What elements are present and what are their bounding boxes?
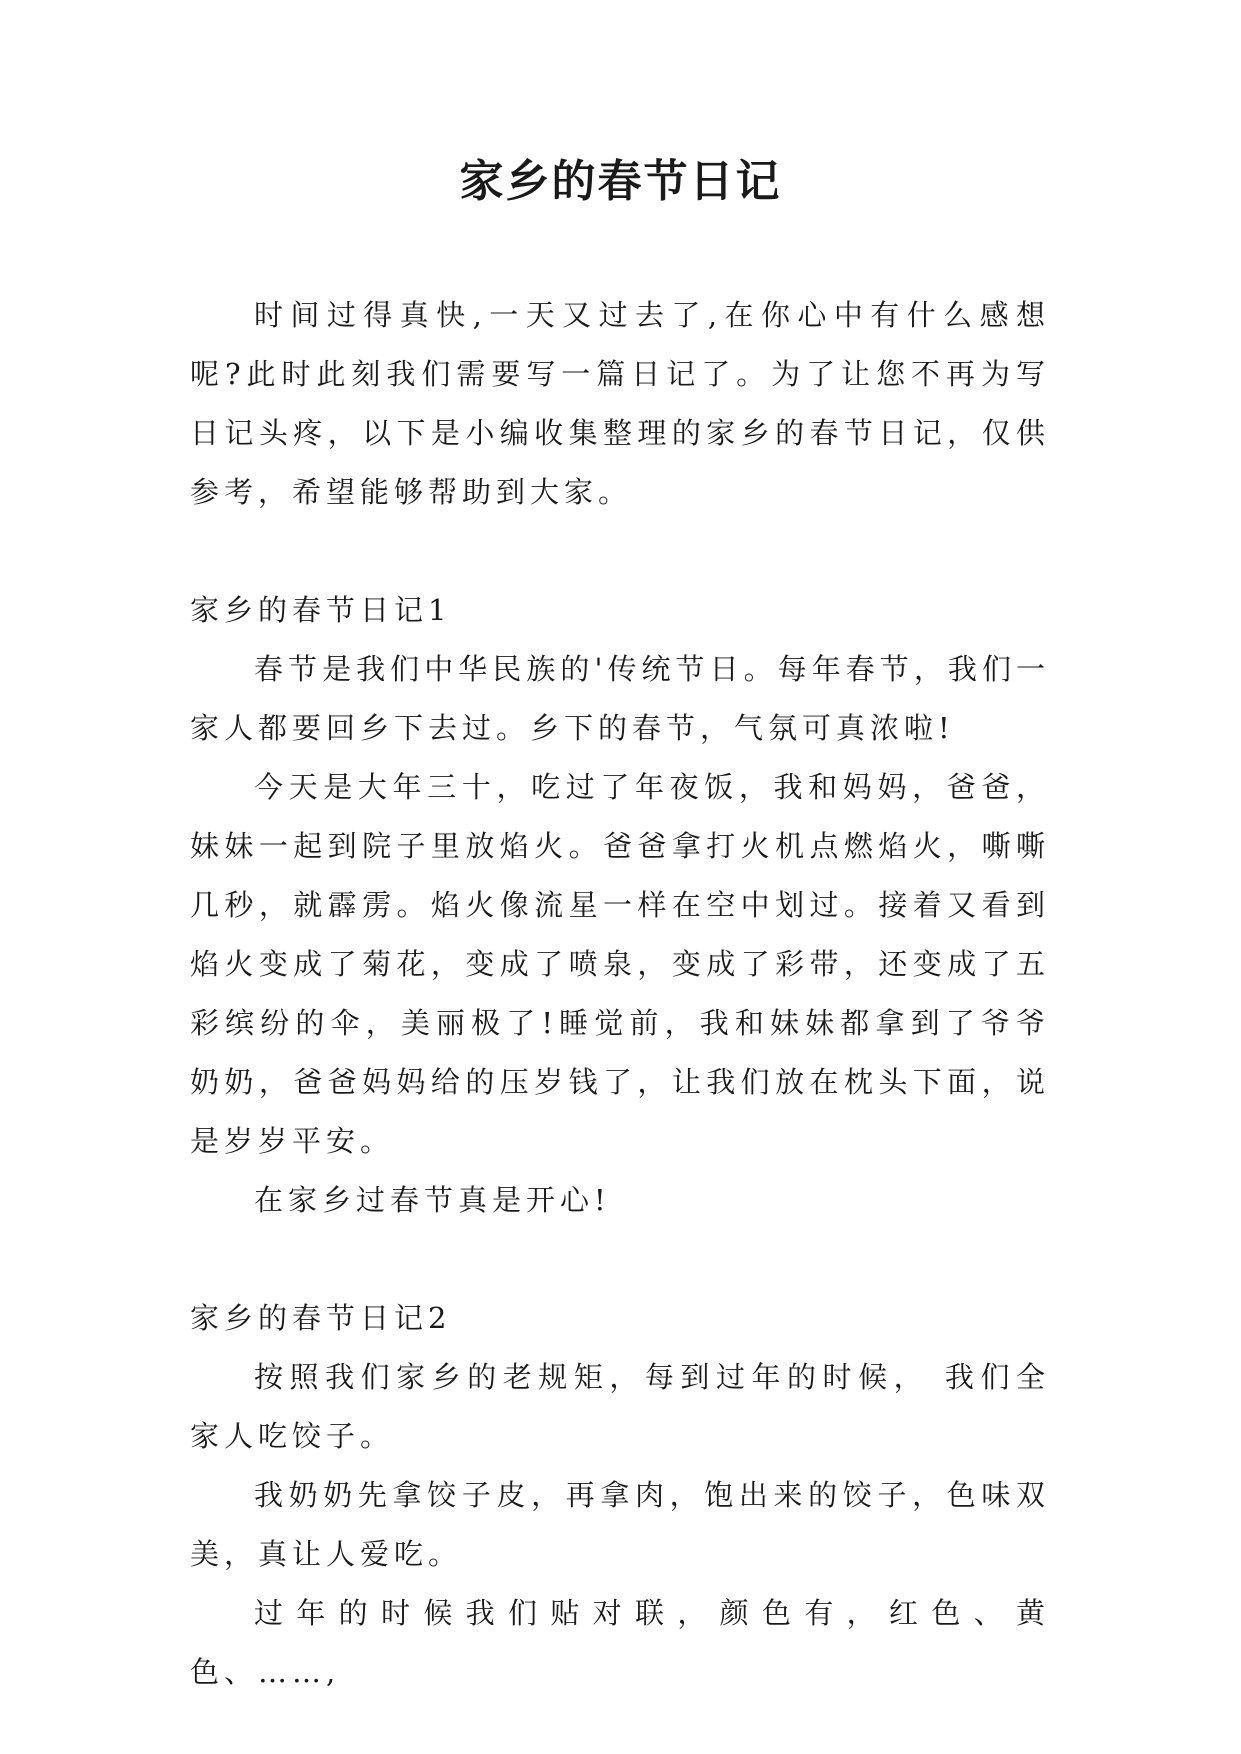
section-paragraph: 春节是我们中华民族的'传统节日。每年春节，我们一家人都要回乡下去过。乡下的春节，气氛可真浓啦! (190, 652, 1050, 745)
section-paragraph: 我奶奶先拿饺子皮，再拿肉，饱出来的饺子，色味双美，真让人爱吃。 (190, 1478, 1050, 1571)
intro-paragraph: 时间过得真快,一天又过去了,在你心中有什么感想呢?此时此刻我们需要写一篇日记了。为了让您不再为写日记头疼，以下是小编收集整理的家乡的春节日记，仅供参考，希望能够帮助到大家。 (190, 298, 1050, 509)
section-paragraph: 按照我们家乡的老规矩，每到过年的时候， 我们全家人吃饺子。 (190, 1360, 1050, 1453)
section-heading: 家乡的春节日记2 (190, 1301, 452, 1335)
section-paragraph: 今天是大年三十，吃过了年夜饭，我和妈妈，爸爸，妹妹一起到院子里放焰火。爸爸拿打火机点燃焰火，嘶嘶几秒，就霹雳。焰火像流星一样在空中划过。接着又看到焰火变成了菊花，变成了喷泉，变成了彩带，还变成了五彩缤纷的伞，美丽极了!睡觉前，我和妹妹都拿到了爷爷奶奶，爸爸妈妈给的压岁钱了，让我们放在枕头下面，说是岁岁平安。 (190, 770, 1050, 1158)
diary-section-2 (190, 1289, 1050, 1702)
document-title: 家乡的春节日记 (459, 156, 782, 207)
section-paragraph: 在家乡过春节真是开心! (254, 1183, 611, 1217)
section-heading: 家乡的春节日记1 (190, 593, 452, 627)
document-body (190, 286, 1050, 1702)
section-paragraph: 过年的时候我们贴对联，颜色有，红色、黄色、……, (190, 1596, 1050, 1689)
section-gap (190, 522, 1050, 581)
diary-section-1 (190, 581, 1050, 1230)
section-gap (190, 1230, 1050, 1289)
